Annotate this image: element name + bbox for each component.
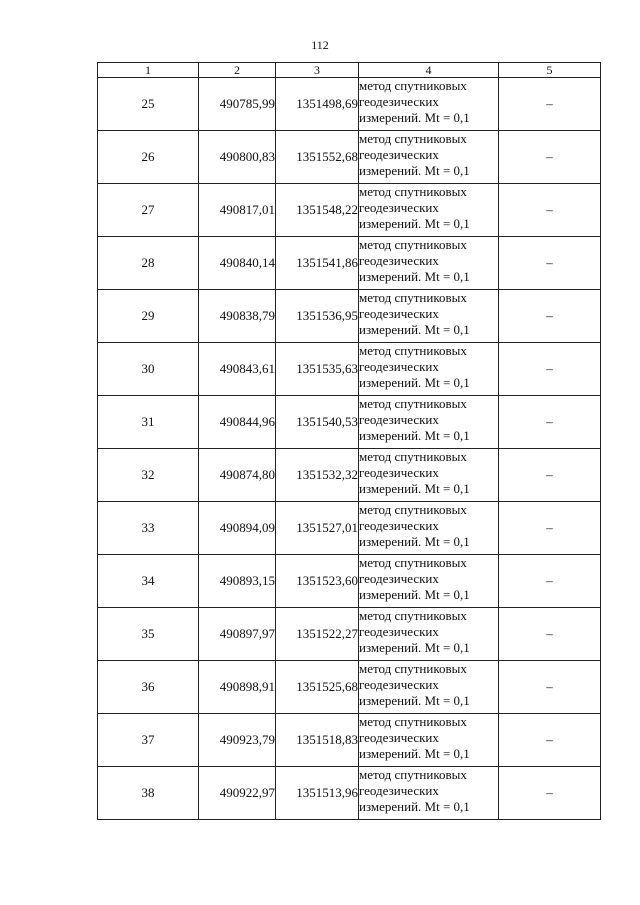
header-col-3: 3 — [276, 63, 359, 78]
point-number-cell: 33 — [98, 502, 199, 555]
header-col-5: 5 — [499, 63, 601, 78]
method-cell: метод спутниковых геодезических измерений. Mt = 0,1 — [359, 449, 499, 502]
y-coordinate-cell: 1351548,22 — [276, 184, 359, 237]
x-coordinate-cell: 490785,99 — [199, 78, 276, 131]
x-coordinate-cell: 490838,79 — [199, 290, 276, 343]
table-row — [98, 449, 601, 502]
y-coordinate-cell: 1351527,01 — [276, 502, 359, 555]
table-row — [98, 714, 601, 767]
method-cell: метод спутниковых геодезических измерений. Mt = 0,1 — [359, 78, 499, 131]
point-number-cell: 37 — [98, 714, 199, 767]
x-coordinate-cell: 490874,80 — [199, 449, 276, 502]
value-cell: – — [499, 661, 601, 714]
value-cell: – — [499, 502, 601, 555]
method-cell: метод спутниковых геодезических измерений. Mt = 0,1 — [359, 555, 499, 608]
table-row — [98, 661, 601, 714]
x-coordinate-cell: 490923,79 — [199, 714, 276, 767]
table-body — [98, 78, 601, 820]
table-row — [98, 608, 601, 661]
point-number-cell: 36 — [98, 661, 199, 714]
value-cell: – — [499, 237, 601, 290]
y-coordinate-cell: 1351522,27 — [276, 608, 359, 661]
point-number-cell: 28 — [98, 237, 199, 290]
point-number-cell: 35 — [98, 608, 199, 661]
table-row — [98, 396, 601, 449]
table-row — [98, 555, 601, 608]
y-coordinate-cell: 1351498,69 — [276, 78, 359, 131]
value-cell: – — [499, 449, 601, 502]
point-number-cell: 27 — [98, 184, 199, 237]
method-cell: метод спутниковых геодезических измерений. Mt = 0,1 — [359, 767, 499, 820]
point-number-cell: 34 — [98, 555, 199, 608]
x-coordinate-cell: 490922,97 — [199, 767, 276, 820]
x-coordinate-cell: 490817,01 — [199, 184, 276, 237]
x-coordinate-cell: 490844,96 — [199, 396, 276, 449]
x-coordinate-cell: 490897,97 — [199, 608, 276, 661]
x-coordinate-cell: 490800,83 — [199, 131, 276, 184]
y-coordinate-cell: 1351552,68 — [276, 131, 359, 184]
value-cell: – — [499, 343, 601, 396]
y-coordinate-cell: 1351525,68 — [276, 661, 359, 714]
point-number-cell: 25 — [98, 78, 199, 131]
value-cell: – — [499, 714, 601, 767]
y-coordinate-cell: 1351536,95 — [276, 290, 359, 343]
x-coordinate-cell: 490843,61 — [199, 343, 276, 396]
header-row — [98, 63, 601, 78]
table-row — [98, 343, 601, 396]
x-coordinate-cell: 490840,14 — [199, 237, 276, 290]
method-cell: метод спутниковых геодезических измерений. Mt = 0,1 — [359, 608, 499, 661]
value-cell: – — [499, 396, 601, 449]
value-cell: – — [499, 290, 601, 343]
y-coordinate-cell: 1351535,63 — [276, 343, 359, 396]
x-coordinate-cell: 490898,91 — [199, 661, 276, 714]
point-number-cell: 29 — [98, 290, 199, 343]
table-row — [98, 237, 601, 290]
y-coordinate-cell: 1351518,83 — [276, 714, 359, 767]
value-cell: – — [499, 608, 601, 661]
method-cell: метод спутниковых геодезических измерений. Mt = 0,1 — [359, 396, 499, 449]
method-cell: метод спутниковых геодезических измерений. Mt = 0,1 — [359, 237, 499, 290]
header-col-4: 4 — [359, 63, 499, 78]
value-cell: – — [499, 767, 601, 820]
method-cell: метод спутниковых геодезических измерений. Mt = 0,1 — [359, 290, 499, 343]
y-coordinate-cell: 1351513,96 — [276, 767, 359, 820]
table-row — [98, 78, 601, 131]
point-number-cell: 31 — [98, 396, 199, 449]
table-row — [98, 767, 601, 820]
point-number-cell: 32 — [98, 449, 199, 502]
value-cell: – — [499, 555, 601, 608]
table-row — [98, 131, 601, 184]
table-row — [98, 184, 601, 237]
value-cell: – — [499, 184, 601, 237]
point-number-cell: 26 — [98, 131, 199, 184]
table-header — [98, 63, 601, 78]
y-coordinate-cell: 1351540,53 — [276, 396, 359, 449]
method-cell: метод спутниковых геодезических измерений. Mt = 0,1 — [359, 714, 499, 767]
method-cell: метод спутниковых геодезических измерений. Mt = 0,1 — [359, 502, 499, 555]
x-coordinate-cell: 490893,15 — [199, 555, 276, 608]
y-coordinate-cell: 1351532,32 — [276, 449, 359, 502]
value-cell: – — [499, 131, 601, 184]
method-cell: метод спутниковых геодезических измерений. Mt = 0,1 — [359, 131, 499, 184]
header-col-1: 1 — [98, 63, 199, 78]
point-number-cell: 38 — [98, 767, 199, 820]
page-number: 112 — [311, 38, 329, 52]
coordinates-table — [97, 62, 601, 820]
method-cell: метод спутниковых геодезических измерений. Mt = 0,1 — [359, 343, 499, 396]
method-cell: метод спутниковых геодезических измерений. Mt = 0,1 — [359, 184, 499, 237]
point-number-cell: 30 — [98, 343, 199, 396]
header-col-2: 2 — [199, 63, 276, 78]
x-coordinate-cell: 490894,09 — [199, 502, 276, 555]
y-coordinate-cell: 1351541,86 — [276, 237, 359, 290]
table-row — [98, 502, 601, 555]
y-coordinate-cell: 1351523,60 — [276, 555, 359, 608]
table-row — [98, 290, 601, 343]
value-cell: – — [499, 78, 601, 131]
method-cell: метод спутниковых геодезических измерений. Mt = 0,1 — [359, 661, 499, 714]
